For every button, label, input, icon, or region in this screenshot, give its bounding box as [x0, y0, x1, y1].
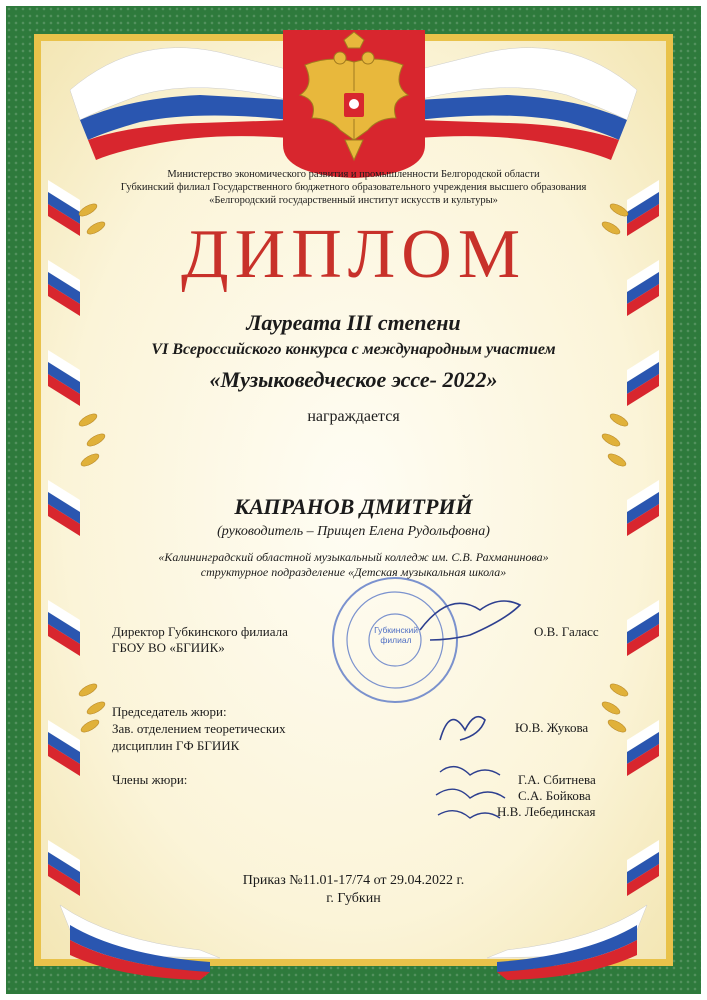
director-title-line2: ГБОУ ВО «БГИИК»: [112, 640, 225, 655]
chair-title-line1: Зав. отделением теоретических: [112, 721, 286, 736]
award-contest: VI Всероссийского конкурса с международным участием: [151, 341, 556, 358]
header-institute: «Белгородский государственный институт искусств и культуры»: [209, 195, 498, 206]
member1-signature: [440, 767, 500, 775]
recipient-name: КАПРАНОВ ДМИТРИЙ: [234, 494, 473, 519]
seal-center-text: Губкинский филиал: [374, 625, 418, 645]
award-degree: Лауреата III степени: [246, 310, 461, 335]
director-name: О.В. Галасс: [534, 624, 599, 639]
recipient-college: «Калининградский областной музыкальный колледж им. С.В. Рахманинова»: [158, 550, 549, 564]
coat-of-arms-emblem: [283, 30, 425, 178]
awarded-label: награждается: [307, 408, 400, 425]
bottom-right-flag-ribbon: [487, 905, 647, 980]
chair-name: Ю.В. Жукова: [515, 720, 589, 735]
member-3-name: Н.В. Лебединская: [497, 804, 596, 819]
recipient-division: структурное подразделение «Детская музыкальная школа»: [200, 565, 507, 579]
member-2-name: С.А. Бойкова: [518, 788, 591, 803]
header-branch: Губкинский филиал Государственного бюджетного образовательного учреждения высшего образования: [120, 182, 587, 193]
city: г. Губкин: [326, 891, 381, 906]
order-reference: Приказ №11.01-17/74 от 29.04.2022 г.: [242, 873, 465, 888]
top-left-flag-ribbon: [70, 48, 290, 160]
members-label: Члены жюри:: [112, 772, 188, 787]
header-ministry: Министерство экономического развития и промышленности Белгородской области: [167, 169, 540, 180]
award-contest-name: «Музыковедческое эссе- 2022»: [209, 367, 498, 392]
director-title-line1: Директор Губкинского филиала: [112, 624, 288, 639]
member2-signature: [436, 789, 505, 798]
bottom-left-flag-ribbon: [60, 905, 220, 980]
member3-signature: [438, 811, 500, 818]
recipient-teacher: (руководитель – Прищеп Елена Рудольфовна): [217, 524, 490, 539]
diploma-title: ДИПЛОМ: [180, 216, 527, 293]
top-right-flag-ribbon: [417, 48, 637, 160]
chair-label: Председатель жюри:: [112, 704, 227, 719]
chair-title-line2: дисциплин ГФ БГИИК: [112, 738, 240, 753]
chair-signature: [440, 717, 485, 740]
director-signature: [420, 601, 520, 640]
member-1-name: Г.А. Сбитнева: [518, 772, 596, 787]
